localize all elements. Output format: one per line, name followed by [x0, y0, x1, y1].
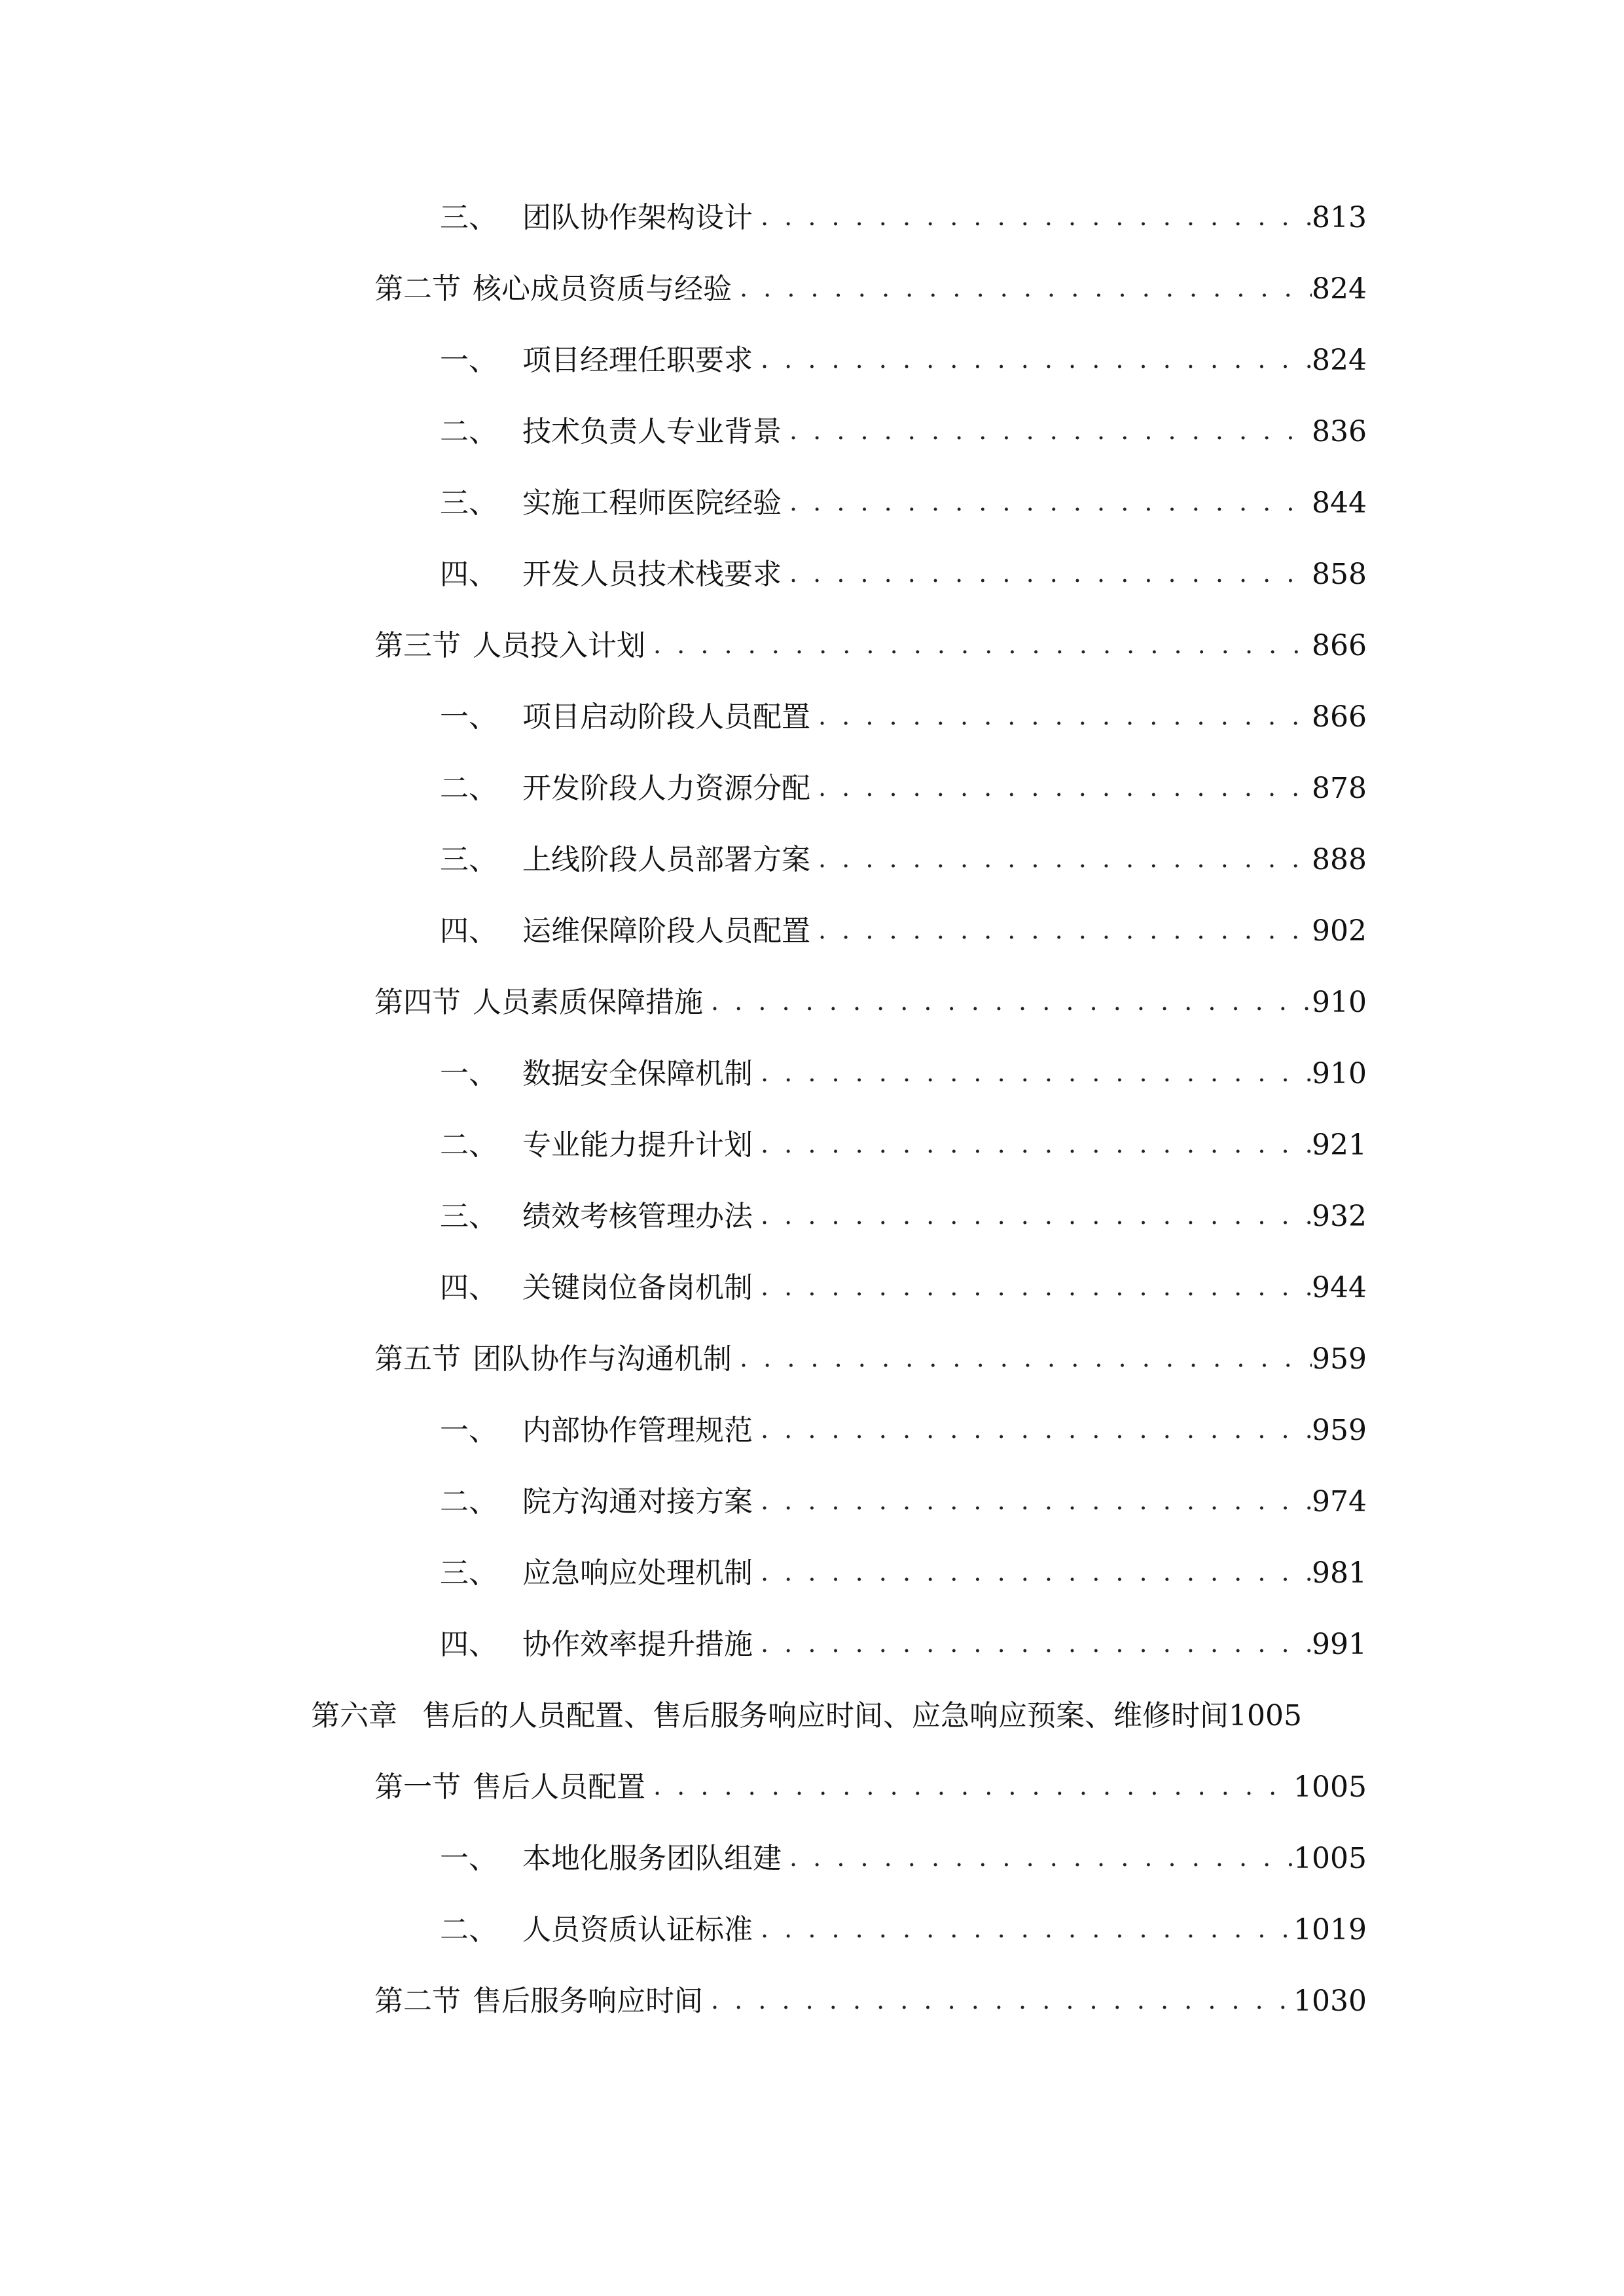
toc-number: 三、	[440, 1200, 497, 1233]
toc-page-number: 981	[1312, 1556, 1367, 1590]
toc-entry[interactable]	[440, 691, 1367, 744]
dot-leader	[782, 547, 1312, 600]
toc-number: 一、	[440, 1057, 497, 1090]
toc-entry[interactable]	[440, 192, 1367, 244]
toc-page-number: 902	[1312, 914, 1367, 948]
toc-number: 第二节	[374, 272, 461, 306]
toc-entry[interactable]	[440, 1262, 1367, 1314]
toc-number: 四、	[440, 558, 497, 591]
toc-title: 绩效考核管理办法	[522, 1200, 753, 1233]
toc-label	[440, 762, 810, 815]
toc-entry[interactable]	[440, 1405, 1367, 1457]
toc-title: 开发阶段人力资源分配	[522, 772, 810, 805]
dot-leader	[753, 333, 1312, 386]
toc-number: 第二节	[374, 1984, 461, 2018]
toc-entry[interactable]	[374, 620, 1367, 672]
toc-title: 团队协作架构设计	[522, 201, 753, 234]
dot-leader	[810, 833, 1312, 885]
toc-title: 上线阶段人员部署方案	[522, 843, 810, 876]
dot-leader	[645, 1760, 1293, 1812]
toc-page-number: 959	[1312, 1342, 1367, 1376]
toc-number: 三、	[440, 201, 497, 234]
toc-page-number: 866	[1312, 700, 1367, 734]
dot-leader	[810, 904, 1312, 956]
toc-label	[374, 620, 645, 672]
toc-label	[440, 1619, 753, 1671]
toc-title: 人员资质认证标准	[522, 1913, 753, 1946]
toc-label	[440, 1048, 753, 1100]
dot-leader	[645, 619, 1312, 671]
toc-page-number: 866	[1312, 629, 1367, 662]
toc-entry[interactable]	[440, 548, 1367, 601]
dot-leader	[753, 1617, 1312, 1670]
toc-entry[interactable]	[440, 905, 1367, 958]
toc-title: 专业能力提升计划	[522, 1128, 753, 1162]
toc-number: 第五节	[374, 1342, 461, 1376]
toc-title: 关键岗位备岗机制	[522, 1271, 753, 1304]
toc-number: 第四节	[374, 986, 461, 1019]
dot-leader	[732, 1332, 1312, 1384]
dot-leader	[782, 1831, 1293, 1884]
dot-leader	[703, 1974, 1293, 2026]
toc-label	[440, 1191, 753, 1243]
toc-entry[interactable]	[374, 977, 1367, 1029]
toc-label	[440, 334, 753, 387]
toc-entry[interactable]	[374, 263, 1367, 315]
toc-entry[interactable]	[440, 1191, 1367, 1243]
toc-page-number: 1005	[1293, 1842, 1367, 1875]
toc-entry[interactable]	[440, 762, 1367, 815]
toc-page-number: 959	[1312, 1414, 1367, 1447]
toc-title: 实施工程师医院经验	[522, 486, 782, 520]
dot-leader	[703, 975, 1312, 1028]
toc-title: 内部协作管理规范	[522, 1414, 753, 1447]
toc-label	[440, 691, 810, 744]
toc-title: 技术负责人专业背景	[522, 415, 782, 448]
toc-entry[interactable]	[311, 1690, 1401, 1742]
toc-label	[440, 548, 782, 601]
toc-number: 三、	[440, 486, 497, 520]
toc-entry[interactable]	[440, 477, 1367, 529]
toc-label	[440, 406, 782, 458]
toc-page-number: 910	[1312, 1057, 1367, 1090]
toc-label	[440, 1833, 782, 1885]
toc-label	[440, 192, 753, 244]
dot-leader	[810, 761, 1312, 814]
dot-leader	[782, 404, 1312, 457]
toc-page-number: 974	[1312, 1485, 1367, 1518]
toc-page-number: 824	[1312, 344, 1367, 377]
toc-number: 二、	[440, 1128, 497, 1162]
toc-label	[311, 1690, 1229, 1742]
toc-title: 本地化服务团队组建	[522, 1842, 782, 1875]
toc-label	[374, 977, 703, 1029]
toc-title: 售后人员配置	[473, 1770, 645, 1804]
toc-label	[374, 1975, 703, 2028]
toc-label	[374, 1333, 732, 1386]
toc-entry[interactable]	[440, 1904, 1367, 1956]
toc-label	[440, 477, 782, 529]
toc-page-number: 944	[1312, 1271, 1367, 1304]
toc-title: 售后的人员配置、售后服务响应时间、应急响应预案、维修时间	[422, 1699, 1229, 1732]
toc-entry[interactable]	[440, 1833, 1367, 1885]
toc-title: 人员投入计划	[473, 629, 645, 662]
toc-entry[interactable]	[440, 1476, 1367, 1528]
toc-label	[374, 1761, 645, 1814]
toc-number: 二、	[440, 1485, 497, 1518]
toc-entry[interactable]	[440, 1619, 1367, 1671]
toc-title: 售后服务响应时间	[473, 1984, 703, 2018]
toc-label	[440, 1119, 753, 1172]
toc-page-number: 858	[1312, 558, 1367, 591]
dot-leader	[732, 262, 1312, 314]
dot-leader	[753, 1261, 1312, 1313]
toc-title: 项目经理任职要求	[522, 344, 753, 377]
toc-page-number: 932	[1312, 1200, 1367, 1233]
toc-number: 一、	[440, 344, 497, 377]
toc-number: 第六章	[311, 1699, 397, 1732]
toc-title: 人员素质保障措施	[473, 986, 703, 1019]
toc-number: 一、	[440, 700, 497, 734]
toc-page-number: 813	[1312, 201, 1367, 234]
toc-entry[interactable]	[440, 1048, 1367, 1100]
toc-title: 项目启动阶段人员配置	[522, 700, 810, 734]
toc-page-number: 1005	[1229, 1699, 1302, 1732]
toc-number: 四、	[440, 1628, 497, 1661]
toc-number: 四、	[440, 914, 497, 948]
toc-entry[interactable]	[440, 1119, 1367, 1172]
toc-number: 第三节	[374, 629, 461, 662]
toc-number: 三、	[440, 1556, 497, 1590]
toc-entry[interactable]	[440, 1547, 1367, 1600]
dot-leader	[753, 190, 1312, 243]
toc-number: 二、	[440, 772, 497, 805]
toc-page-number: 991	[1312, 1628, 1367, 1661]
toc-label	[374, 263, 732, 315]
toc-number: 二、	[440, 1913, 497, 1946]
toc-page-number: 888	[1312, 843, 1367, 876]
toc-number: 二、	[440, 415, 497, 448]
toc-title: 团队协作与沟通机制	[473, 1342, 732, 1376]
toc-number: 第一节	[374, 1770, 461, 1804]
dot-leader	[753, 1903, 1293, 1955]
toc-title: 运维保障阶段人员配置	[522, 914, 810, 948]
toc-entry[interactable]	[440, 406, 1367, 458]
toc-title: 数据安全保障机制	[522, 1057, 753, 1090]
toc-page-number: 844	[1312, 486, 1367, 520]
toc-label	[440, 834, 810, 886]
dot-leader	[753, 1475, 1312, 1527]
toc-number: 一、	[440, 1842, 497, 1875]
toc-number: 三、	[440, 843, 497, 876]
toc-page-number: 910	[1312, 986, 1367, 1019]
dot-leader	[810, 690, 1312, 742]
toc-label	[440, 1904, 753, 1956]
dot-leader	[753, 1546, 1312, 1598]
toc-page-number: 836	[1312, 415, 1367, 448]
dot-leader	[753, 1118, 1312, 1170]
toc-title: 协作效率提升措施	[522, 1628, 753, 1661]
toc-page-number: 1019	[1293, 1913, 1367, 1946]
toc-title: 院方沟通对接方案	[522, 1485, 753, 1518]
toc-page-number: 1005	[1293, 1770, 1367, 1804]
dot-leader	[753, 1189, 1312, 1242]
toc-page-number: 1030	[1293, 1984, 1367, 2018]
toc-entry[interactable]	[374, 1975, 1367, 2028]
toc-entry[interactable]	[374, 1761, 1367, 1814]
dot-leader	[782, 476, 1312, 528]
toc-title: 应急响应处理机制	[522, 1556, 753, 1590]
dot-leader	[753, 1047, 1312, 1099]
dot-leader	[753, 1403, 1312, 1456]
toc-title: 开发人员技术栈要求	[522, 558, 782, 591]
toc-label	[440, 1262, 753, 1314]
toc-page-number: 878	[1312, 772, 1367, 805]
toc-number: 一、	[440, 1414, 497, 1447]
toc-entry[interactable]	[440, 834, 1367, 886]
toc-label	[440, 1547, 753, 1600]
toc-entry[interactable]	[440, 334, 1367, 387]
toc-number: 四、	[440, 1271, 497, 1304]
toc-label	[440, 1405, 753, 1457]
toc-label	[440, 1476, 753, 1528]
toc-page-number: 921	[1312, 1128, 1367, 1162]
toc-entry[interactable]	[374, 1333, 1367, 1386]
toc-page-number: 824	[1312, 272, 1367, 306]
toc-title: 核心成员资质与经验	[473, 272, 732, 306]
toc-label	[440, 905, 810, 958]
